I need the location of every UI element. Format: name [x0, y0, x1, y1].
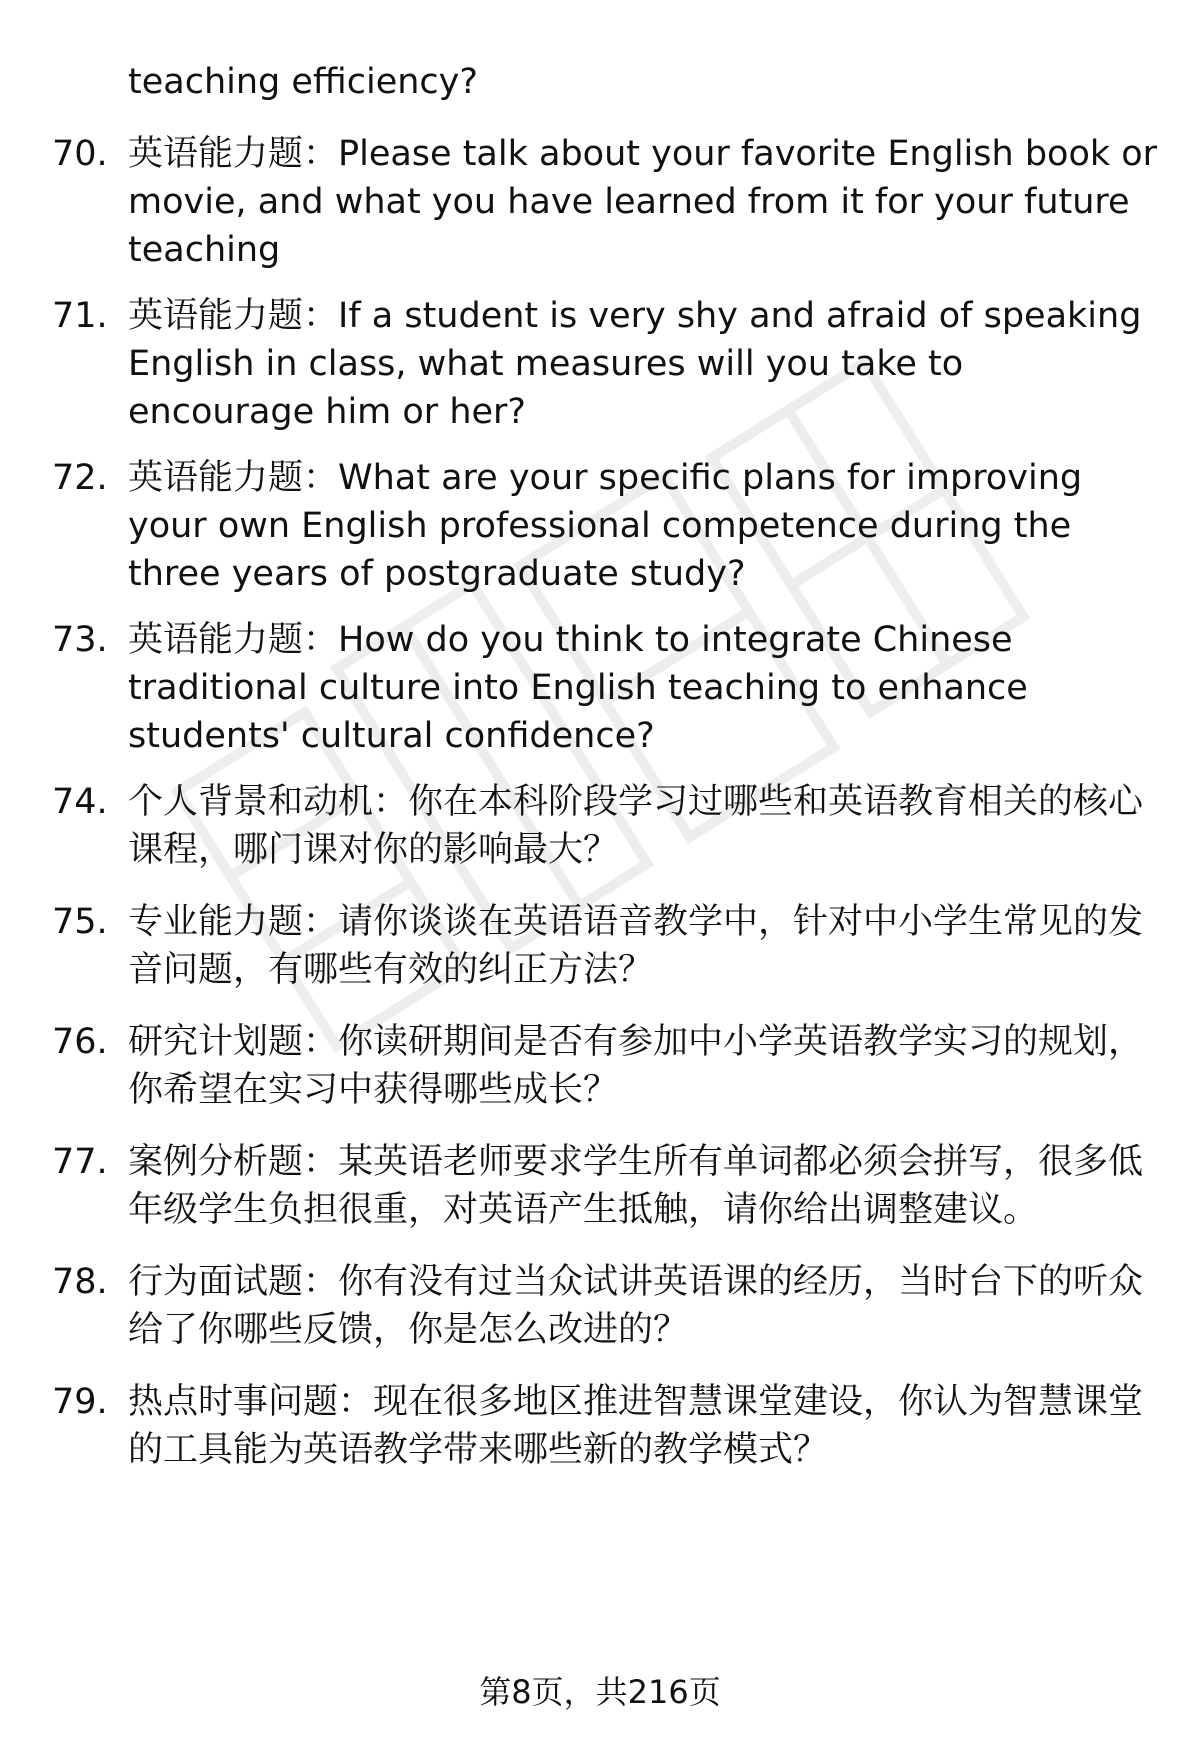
- item-text: 个人背景和动机：你在本科阶段学习过哪些和英语教育相关的核心课程，哪门课对你的影响最大？: [128, 782, 1144, 870]
- item-number: 78.: [52, 1262, 108, 1302]
- item-number: 79.: [52, 1382, 108, 1422]
- continuation-text: teaching efficiency?: [128, 62, 478, 102]
- item-number: 76.: [52, 1022, 108, 1062]
- item-number: 74.: [52, 782, 108, 822]
- item-number: 77.: [52, 1142, 108, 1182]
- item-text: 英语能力题：What are your specific plans for improving your own English professional competence during the three years of postgraduate study?: [128, 458, 1083, 594]
- item-text: 专业能力题：请你谈谈在英语语音教学中，针对中小学生常见的发音问题，有哪些有效的纠正方法？: [128, 902, 1144, 990]
- item-text: 英语能力题：How do you think to integrate Chinese traditional culture into English teaching to enhance students' cultural confidence?: [128, 620, 1028, 756]
- item-text: 案例分析题：某英语老师要求学生所有单词都必须会拼写，很多低年级学生负担很重，对英语产生抵触，请你给出调整建议。: [128, 1142, 1144, 1230]
- item-text: 英语能力题：Please talk about your favorite English book or movie, and what you have learned from it for your future teaching: [128, 134, 1158, 270]
- item-number: 72.: [52, 458, 108, 498]
- item-number: 75.: [52, 902, 108, 942]
- item-number: 70.: [52, 134, 108, 174]
- item-number: 71.: [52, 296, 108, 336]
- item-number: 73.: [52, 620, 108, 660]
- item-text: 热点时事问题：现在很多地区推进智慧课堂建设，你认为智慧课堂的工具能为英语教学带来哪些新的教学模式？: [128, 1382, 1144, 1470]
- item-text: 行为面试题：你有没有过当众试讲英语课的经历，当时台下的听众给了你哪些反馈，你是怎么改进的？: [128, 1262, 1144, 1350]
- item-text: 英语能力题：If a student is very shy and afraid of speaking English in class, what measures will you take to encourage him or her?: [128, 296, 1142, 432]
- item-text: 研究计划题：你读研期间是否有参加中小学英语教学实习的规划，你希望在实习中获得哪些成长？: [128, 1022, 1144, 1110]
- page-number: 第8页，共216页: [479, 1673, 721, 1711]
